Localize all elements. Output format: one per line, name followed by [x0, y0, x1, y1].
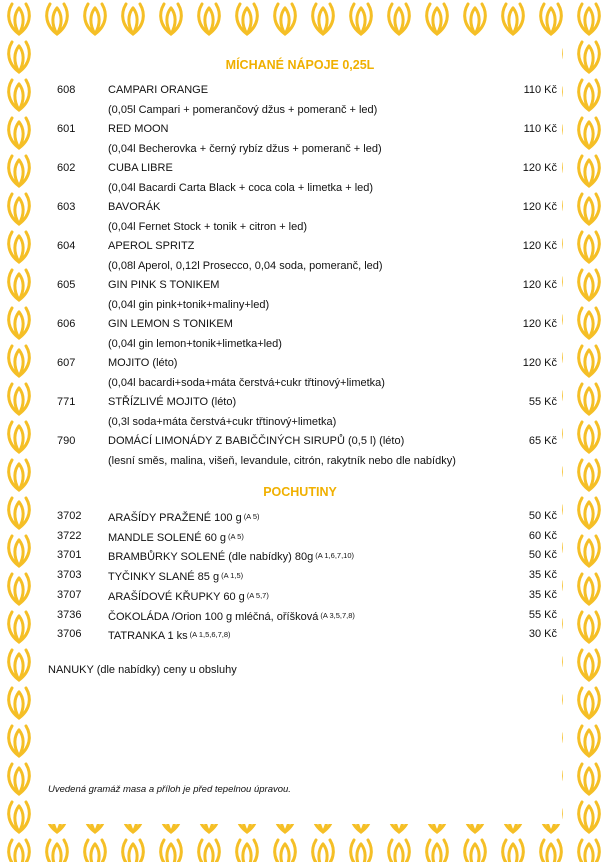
item-description: (0,08l Aperol, 0,12l Prosecco, 0,04 soda, pomeranč, led) [108, 259, 383, 272]
item-name: MANDLE SOLENÉ 60 g (A 5) [108, 531, 244, 544]
item-name: BRAMBŮRKY SOLENÉ (dle nabídky) 80g (A 1,6,7,10) [108, 551, 354, 564]
item-price: 120 Kč [522, 279, 557, 291]
ice-cream-note: NANUKY (dle nabídky) ceny u obsluhy [48, 664, 237, 676]
drink-row [38, 159, 562, 178]
drink-description-row [38, 218, 562, 237]
item-price: 55 Kč [528, 396, 557, 408]
snack-row [38, 586, 562, 605]
snack-row [38, 507, 562, 526]
menu-page [38, 38, 562, 824]
snack-row [38, 625, 562, 644]
item-name: MOJITO (léto) [108, 357, 178, 369]
item-code: 603 [57, 201, 76, 213]
item-name: ARAŠÍDY PRAŽENÉ 100 g (A 5) [108, 512, 260, 524]
item-price: 110 Kč [523, 84, 557, 96]
item-allergens: (A 5,7) [246, 590, 269, 600]
item-price: 120 Kč [522, 240, 557, 252]
item-allergens: (A 1,6,7,10) [315, 551, 354, 561]
drink-description-row [38, 296, 562, 315]
drink-row [38, 120, 562, 139]
footnote: Uvedená gramáž masa a příloh je před tepelnou úpravou. [48, 784, 291, 795]
item-name: TATRANKA 1 ks (A 1,5,6,7,8) [108, 630, 231, 643]
snack-row [38, 606, 562, 625]
item-description: (0,04l bacardi+soda+máta čerstvá+cukr třtinový+limetka) [108, 376, 385, 389]
item-description: (0,04l Becherovka + černý rybíz džus + pomeranč + led) [108, 142, 382, 155]
item-code: 3702 [57, 510, 82, 522]
drink-description-row [38, 413, 562, 432]
item-price: 65 Kč [528, 435, 557, 447]
item-name: STŘÍZLIVÉ MOJITO (léto) [108, 396, 237, 408]
drink-description-row [38, 179, 562, 198]
snack-row [38, 527, 562, 546]
item-description: (0,04l gin lemon+tonik+limetka+led) [108, 337, 282, 350]
item-code: 3701 [57, 549, 82, 562]
item-name: RED MOON [108, 123, 169, 135]
item-code: 3736 [57, 608, 82, 621]
item-price: 120 Kč [522, 201, 557, 213]
item-description: (lesní směs, malina, višeň, levandule, citrón, rakytník nebo dle nabídky) [108, 454, 456, 467]
item-name: ČOKOLÁDA /Orion 100 g mléčná, oříšková (A 3,5,7,8) [108, 610, 355, 623]
item-code: 605 [57, 279, 76, 291]
drink-description-row [38, 452, 562, 471]
item-name: APEROL SPRITZ [108, 240, 195, 252]
item-code: 602 [57, 162, 76, 174]
item-description: (0,04l gin pink+tonik+maliny+led) [108, 298, 270, 311]
item-price: 30 Kč [528, 628, 557, 641]
section-title-mixed-drinks: MÍCHANÉ NÁPOJE 0,25L [225, 58, 375, 72]
drink-row [38, 81, 562, 100]
item-description: (0,04l Fernet Stock + tonik + citron + led) [108, 220, 308, 233]
item-name: TYČINKY SLANÉ 85 g (A 1,5) [108, 571, 244, 584]
item-name: CUBA LIBRE [108, 162, 173, 174]
item-description: (0,05l Campari + pomerančový džus + pomeranč + led) [108, 103, 378, 116]
drink-row [38, 354, 562, 373]
item-allergens: (A 3,5,7,8) [320, 610, 355, 620]
item-code: 790 [57, 435, 76, 447]
item-name: GIN PINK S TONIKEM [108, 279, 220, 291]
item-code: 601 [57, 123, 76, 135]
item-allergens: (A 5) [228, 531, 244, 541]
item-code: 3722 [57, 529, 82, 542]
item-price: 110 Kč [523, 123, 557, 135]
item-code: 3707 [57, 588, 82, 601]
item-price: 120 Kč [522, 162, 557, 174]
item-code: 608 [57, 84, 76, 96]
item-price: 35 Kč [528, 569, 557, 582]
drink-row [38, 198, 562, 217]
drink-row [38, 393, 562, 412]
item-allergens: (A 1,5,6,7,8) [189, 630, 231, 640]
item-price: 35 Kč [528, 588, 557, 601]
item-code: 606 [57, 318, 76, 330]
item-price: 120 Kč [522, 357, 557, 369]
drink-row [38, 432, 562, 451]
drink-row [38, 276, 562, 295]
drink-description-row [38, 257, 562, 276]
drink-description-row [38, 374, 562, 393]
item-name: CAMPARI ORANGE [108, 84, 209, 96]
item-name: DOMÁCÍ LIMONÁDY Z BABIČČINÝCH SIRUPŮ (0,5 l) (léto) [108, 435, 405, 447]
item-price: 50 Kč [528, 510, 557, 522]
item-price: 55 Kč [528, 608, 557, 621]
item-allergens: (A 5) [243, 512, 260, 521]
drink-description-row [38, 335, 562, 354]
item-price: 60 Kč [528, 529, 557, 542]
drink-description-row [38, 101, 562, 120]
item-price: 120 Kč [522, 318, 557, 330]
item-name: GIN LEMON S TONIKEM [108, 318, 233, 330]
item-code: 771 [57, 396, 76, 408]
drink-row [38, 237, 562, 256]
section-title-snacks: POCHUTINY [263, 485, 337, 499]
item-allergens: (A 1,5) [221, 571, 244, 581]
item-code: 3703 [57, 569, 82, 582]
item-code: 3706 [57, 628, 82, 641]
drink-row [38, 315, 562, 334]
item-description: (0,3l soda+máta čerstvá+cukr třtinový+limetka) [108, 415, 337, 428]
item-name: ARAŠÍDOVÉ KŘUPKY 60 g (A 5,7) [108, 590, 269, 603]
item-price: 50 Kč [528, 549, 557, 562]
item-code: 607 [57, 357, 76, 369]
snack-row [38, 566, 562, 585]
snack-row [38, 546, 562, 565]
item-description: (0,04l Bacardi Carta Black + coca cola + limetka + led) [108, 181, 374, 194]
item-name: BAVORÁK [108, 201, 161, 213]
item-code: 604 [57, 240, 76, 252]
drink-description-row [38, 140, 562, 159]
